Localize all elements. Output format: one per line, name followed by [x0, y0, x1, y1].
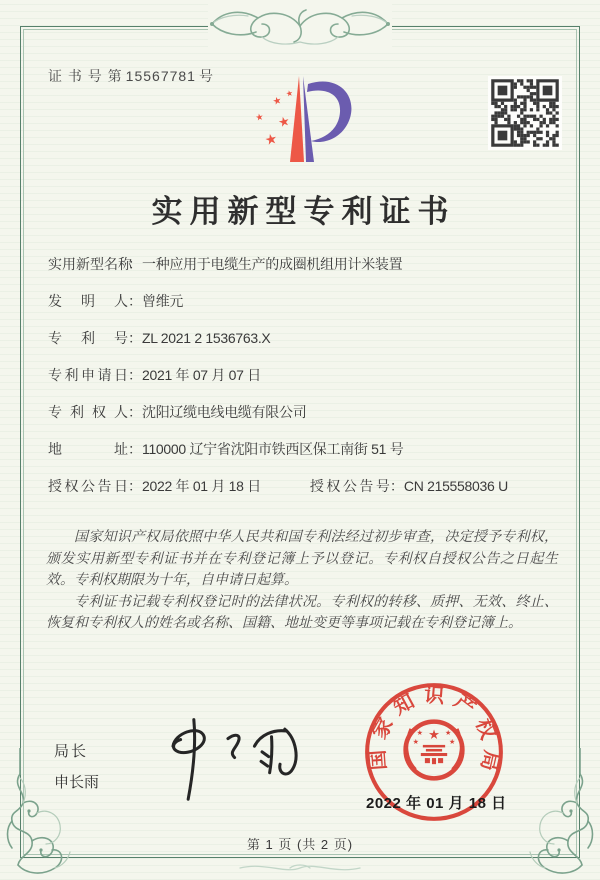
certificate-number-prefix: 证 书 号 第 [48, 68, 123, 84]
field-value: 曾维元 [142, 293, 184, 309]
seal-date: 2022 年 01 月 18 日 [366, 795, 507, 812]
svg-text:★: ★ [445, 727, 452, 737]
svg-text:★: ★ [276, 113, 292, 132]
logo-stars [255, 88, 294, 149]
certificate-number [48, 66, 214, 86]
field-value: 110000 辽宁省沈阳市铁西区保工南街 51 号 [142, 441, 404, 457]
field-row-name [48, 254, 564, 275]
corner-flourish-right [518, 748, 598, 878]
field-colon: ： [389, 478, 404, 494]
page-footer: 第 1 页 (共 2 页) [246, 837, 354, 852]
qr-code [488, 76, 562, 150]
legal-paragraph-2: 专利证书记载专利权登记时的法律状况。专利权的转移、质押、无效、终止、恢复和专利权人的姓名或名称、国籍、地址变更等事项记载在专利登记簿上。 [46, 592, 558, 630]
certificate-title: 实用新型专利证书 [151, 194, 456, 229]
field-row-patent-no [48, 328, 564, 349]
field-value: ZL 2021 2 1536763.X [142, 330, 271, 346]
svg-text:★: ★ [449, 736, 456, 746]
field-label: 专利申请日 [48, 367, 128, 383]
field-colon: ： [128, 478, 142, 494]
cnipa-logo [238, 62, 362, 166]
field-colon: ： [128, 256, 142, 272]
field-colon: ： [128, 330, 142, 346]
field-colon: ： [128, 293, 142, 309]
signer-block [54, 736, 99, 798]
field-value: CN 215558036 U [403, 478, 508, 494]
svg-text:★: ★ [416, 727, 423, 737]
field-grant-date [48, 476, 306, 497]
logo-p-bowl [307, 81, 351, 142]
field-label: 实用新型名称 [48, 256, 132, 272]
field-label: 授权公告号 [309, 478, 390, 494]
field-value: 2022 年 01 月 18 日 [142, 478, 261, 494]
field-value: 一种应用于电缆生产的成圈机组用计米装置 [142, 256, 403, 272]
director-signature [132, 714, 322, 804]
field-row-filing-date [48, 365, 564, 386]
signer-name: 申长雨 [54, 774, 100, 791]
bottom-ornament [235, 860, 365, 876]
svg-text:★: ★ [254, 112, 265, 124]
field-label: 专利号 [48, 330, 128, 346]
seal-text: 国家知识产权局 [366, 684, 503, 781]
certificate-number-suffix: 号 [198, 68, 214, 84]
svg-text:★: ★ [285, 88, 294, 99]
field-label: 专利权人 [48, 404, 128, 420]
field-colon: ： [128, 441, 142, 457]
svg-text:★: ★ [412, 736, 419, 746]
field-label: 地址 [48, 441, 128, 457]
field-row-patentee [48, 402, 564, 423]
field-row-address [48, 439, 564, 460]
national-emblem [406, 722, 463, 779]
field-list [48, 254, 564, 513]
legal-paragraph-1: 国家知识产权局依照中华人民共和国专利法经过初步审查，决定授予专利权，颁发实用新型专利证书并在专利登记簿上予以登记。专利权自授权公告之日起生效。专利权期限为十年，自申请日起算。 [46, 528, 558, 587]
field-row-inventor [48, 291, 564, 312]
field-row-grant [48, 476, 564, 497]
signer-title: 局长 [54, 743, 89, 760]
certificate-number-value: 15567781 [125, 68, 196, 84]
field-label: 发明人 [48, 293, 128, 309]
field-grant-number [306, 478, 508, 494]
svg-text:★: ★ [263, 130, 279, 150]
svg-text:★: ★ [428, 727, 440, 743]
field-colon: ： [128, 404, 142, 420]
field-colon: ： [128, 367, 142, 383]
top-ornament [150, 4, 450, 50]
legal-text [46, 526, 558, 634]
field-value: 沈阳辽缆电线电缆有限公司 [142, 404, 307, 420]
field-label: 授权公告日 [48, 478, 128, 494]
field-value: 2021 年 07 月 07 日 [142, 367, 261, 383]
svg-text:★: ★ [271, 95, 284, 109]
